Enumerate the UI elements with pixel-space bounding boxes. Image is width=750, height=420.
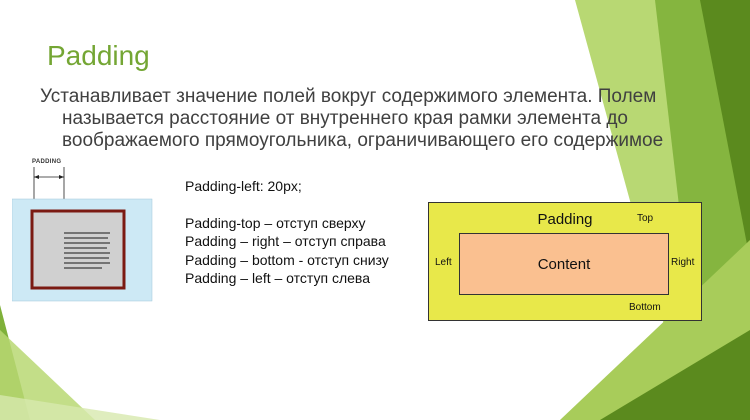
note-item: Padding – right – отступ справа [185, 233, 386, 249]
right-label: Right [671, 257, 695, 268]
padding-box-diagram [428, 202, 702, 321]
description-line-1: Устанавливает значение полей вокруг содержимого элемента. Полем [40, 86, 657, 107]
padding-label: Padding [537, 211, 593, 228]
description-line-2: называется расстояние от внутреннего края рамки элемента до [62, 108, 629, 129]
slide-title: Padding [47, 40, 150, 71]
bottom-label: Bottom [629, 302, 661, 313]
padding-illustration-caption: PADDING [32, 159, 62, 165]
top-label: Top [637, 213, 654, 224]
content-box [459, 233, 669, 295]
note-item: Padding-top – отступ сверху [185, 214, 366, 231]
padding-illustration-graphic [12, 155, 157, 305]
description-line-3: воображаемого прямоугольника, ограничивающего его содержимое [62, 130, 664, 151]
padding-illustration [12, 155, 157, 310]
slide-description [40, 86, 680, 152]
decor-shape-left-faint [0, 395, 160, 420]
note-item: Padding – bottom - отступ снизу [185, 251, 389, 268]
note-item: Padding – left – отступ слева [185, 270, 370, 286]
padding-left-example: Padding-left: 20px; [185, 178, 302, 194]
content-label: Content [537, 255, 591, 273]
padding-notes [185, 177, 389, 288]
left-label: Left [435, 257, 452, 268]
